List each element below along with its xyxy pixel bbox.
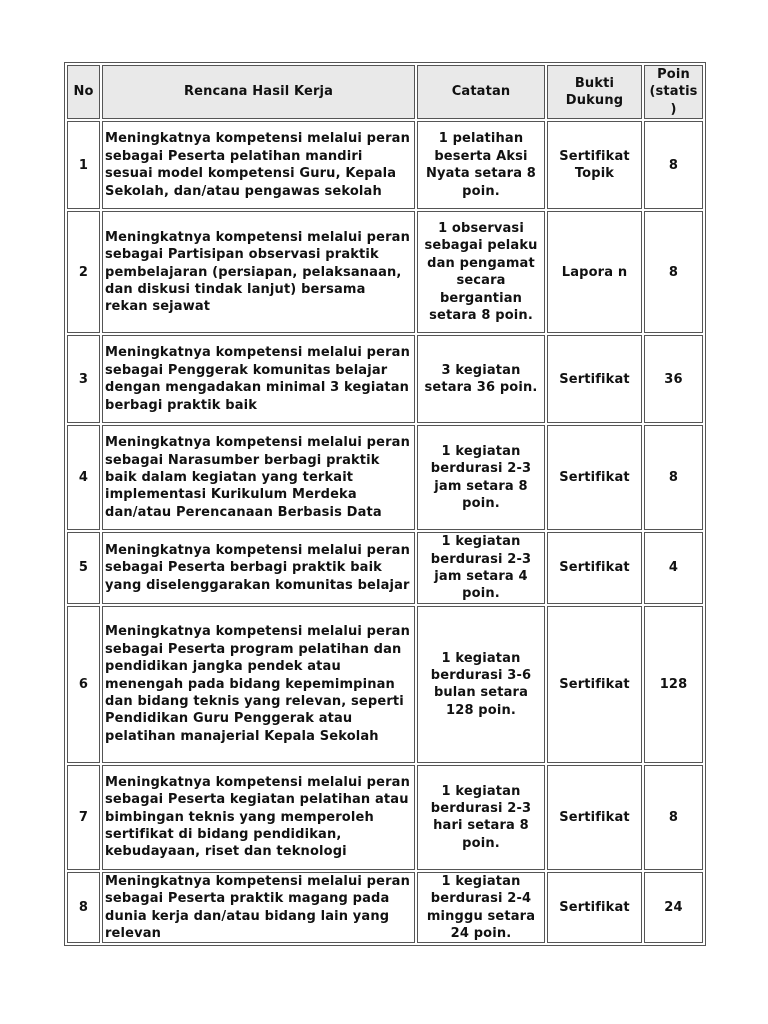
table-row — [67, 872, 703, 944]
table-row — [67, 532, 703, 604]
table-header-row — [67, 65, 703, 119]
row-poin: 8 — [644, 211, 703, 333]
row-poin: 8 — [644, 121, 703, 209]
table-row — [67, 121, 703, 209]
row-number: 3 — [67, 335, 100, 423]
header-bukti-dukung: Bukti Dukung — [547, 65, 642, 119]
row-rencana-hasil-kerja: Meningkatnya kompetensi melalui peran sebagai Penggerak komunitas belajar dengan mengadakan minimal 3 kegiatan berbagi praktik baik — [102, 335, 415, 423]
row-bukti-dukung: Sertifikat — [547, 765, 642, 870]
row-poin: 36 — [644, 335, 703, 423]
table-row — [67, 335, 703, 423]
row-poin: 8 — [644, 765, 703, 870]
header-rencana-hasil-kerja: Rencana Hasil Kerja — [102, 65, 415, 119]
row-catatan: 1 kegiatan berdurasi 2-3 jam setara 8 poin. — [417, 425, 545, 530]
row-number: 1 — [67, 121, 100, 209]
row-catatan: 1 pelatihan beserta Aksi Nyata setara 8 poin. — [417, 121, 545, 209]
row-catatan: 3 kegiatan setara 36 poin. — [417, 335, 545, 423]
row-rencana-hasil-kerja: Meningkatnya kompetensi melalui peran sebagai Peserta program pelatihan dan pendidikan jangka pendek atau menengah pada bidang kepemimpinan dan bidang teknis yang relevan, seperti Pendidikan Guru Penggerak atau pelatihan manajerial Kepala Sekolah — [102, 606, 415, 763]
rhk-table — [64, 62, 706, 946]
row-rencana-hasil-kerja: Meningkatnya kompetensi melalui peran sebagai Narasumber berbagi praktik baik dalam kegiatan yang terkait implementasi Kurikulum Merdeka dan/atau Perencanaan Berbasis Data — [102, 425, 415, 530]
row-bukti-dukung: Sertifikat Topik — [547, 121, 642, 209]
row-bukti-dukung: Lapora n — [547, 211, 642, 333]
row-rencana-hasil-kerja: Meningkatnya kompetensi melalui peran sebagai Peserta berbagi praktik baik yang diselenggarakan komunitas belajar — [102, 532, 415, 604]
row-rencana-hasil-kerja: Meningkatnya kompetensi melalui peran sebagai Peserta praktik magang pada dunia kerja dan/atau bidang lain yang relevan — [102, 872, 415, 944]
row-catatan: 1 kegiatan berdurasi 2-3 hari setara 8 poin. — [417, 765, 545, 870]
row-number: 2 — [67, 211, 100, 333]
row-catatan: 1 kegiatan berdurasi 2-3 jam setara 4 poin. — [417, 532, 545, 604]
row-bukti-dukung: Sertifikat — [547, 532, 642, 604]
row-number: 4 — [67, 425, 100, 530]
table-row — [67, 211, 703, 333]
row-catatan: 1 kegiatan berdurasi 3-6 bulan setara 128 poin. — [417, 606, 545, 763]
row-catatan: 1 kegiatan berdurasi 2-4 minggu setara 24 poin. — [417, 872, 545, 944]
row-poin: 128 — [644, 606, 703, 763]
row-poin: 4 — [644, 532, 703, 604]
row-number: 6 — [67, 606, 100, 763]
header-catatan: Catatan — [417, 65, 545, 119]
row-bukti-dukung: Sertifikat — [547, 606, 642, 763]
row-rencana-hasil-kerja: Meningkatnya kompetensi melalui peran sebagai Partisipan observasi praktik pembelajaran (persiapan, pelaksanaan, dan diskusi tindak lanjut) bersama rekan sejawat — [102, 211, 415, 333]
row-bukti-dukung: Sertifikat — [547, 872, 642, 944]
header-no: No — [67, 65, 100, 119]
row-rencana-hasil-kerja: Meningkatnya kompetensi melalui peran sebagai Peserta kegiatan pelatihan atau bimbingan teknis yang memperoleh sertifikat di bidang pendidikan, kebudayaan, riset dan teknologi — [102, 765, 415, 870]
row-catatan: 1 observasi sebagai pelaku dan pengamat secara bergantian setara 8 poin. — [417, 211, 545, 333]
row-bukti-dukung: Sertifikat — [547, 335, 642, 423]
row-poin: 24 — [644, 872, 703, 944]
row-rencana-hasil-kerja: Meningkatnya kompetensi melalui peran sebagai Peserta pelatihan mandiri sesuai model kompetensi Guru, Kepala Sekolah, dan/atau pengawas sekolah — [102, 121, 415, 209]
row-poin: 8 — [644, 425, 703, 530]
table-row — [67, 606, 703, 763]
row-number: 5 — [67, 532, 100, 604]
row-number: 7 — [67, 765, 100, 870]
row-number: 8 — [67, 872, 100, 944]
row-bukti-dukung: Sertifikat — [547, 425, 642, 530]
table-row — [67, 425, 703, 530]
table-row — [67, 765, 703, 870]
header-poin: Poin (statis ) — [644, 65, 703, 119]
